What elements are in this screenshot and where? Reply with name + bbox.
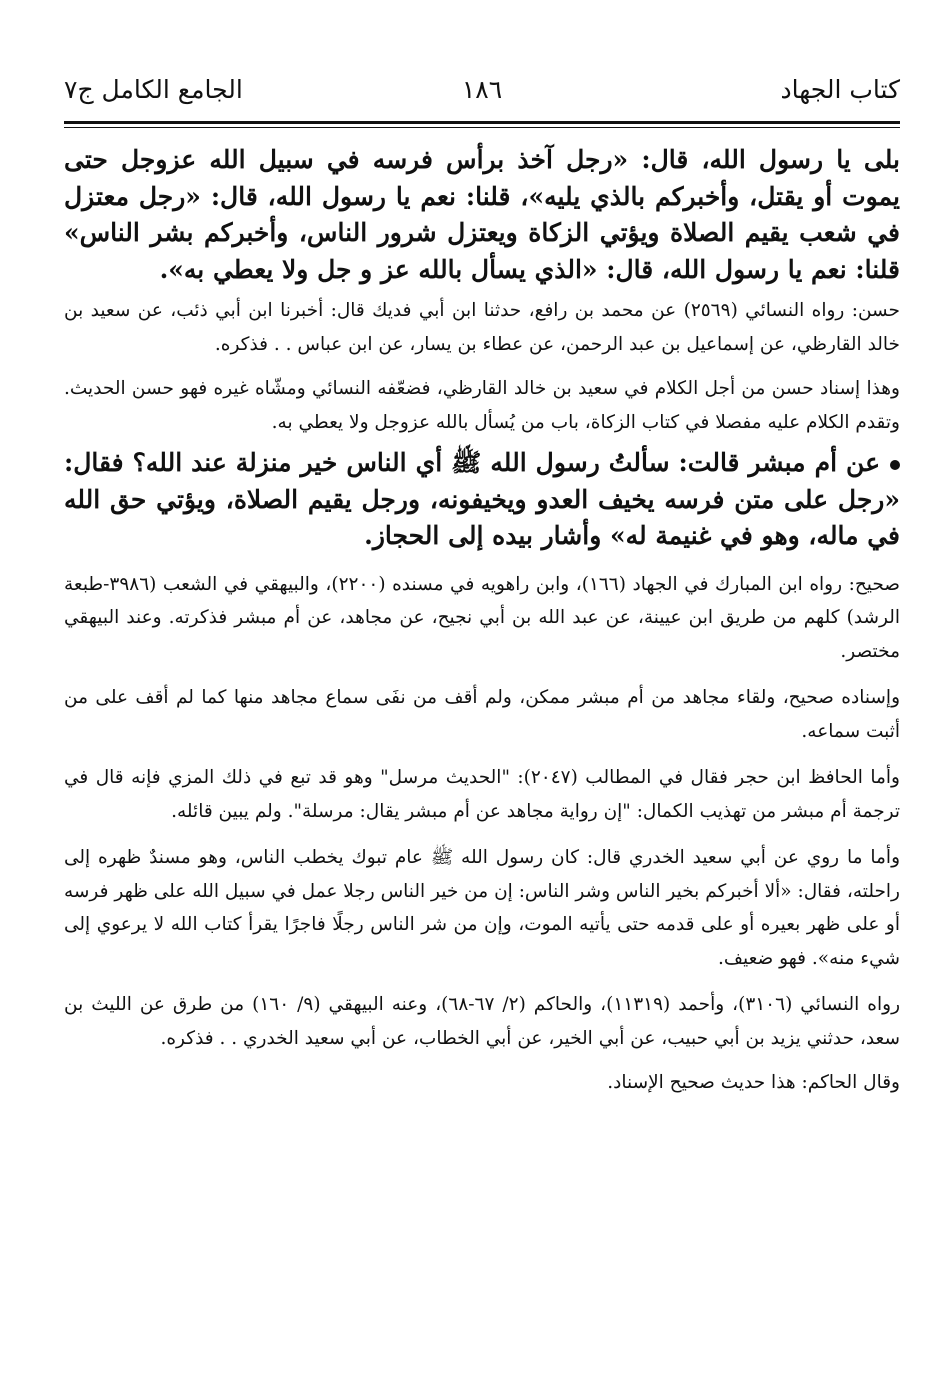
header-rule-thin — [64, 127, 900, 128]
paragraph-text: عن أم مبشر قالت: سألتُ رسول الله ﷺ أي الناس خير منزلة عند الله؟ فقال: «رجل على متن فرسه يخيف العدو ويخيفونه، ورجل يقيم الصلاة، ويؤتي حق الله في ماله، وهو في غنيمة له» وأشار بيده إلى الحجاز. — [64, 448, 900, 550]
takhrij-note — [64, 294, 900, 361]
commentary-note — [64, 761, 900, 828]
paragraph-text: رواه النسائي (٣١٠٦)، وأحمد (١١٣١٩)، والحاكم (٢/ ٦٧-٦٨)، وعنه البيهقي (٩/ ١٦٠) من طرق عن الليث بن سعد، حدثني يزيد بن أبي حبيب، عن أبي الخير، عن أبي الخطاب، عن أبي سعيد الخدري . . فذكره. — [64, 994, 900, 1049]
paragraph-text: وهذا إسناد حسن من أجل الكلام في سعيد بن خالد القارظي، فضعّفه النسائي ومشّاه غيره فهو حسن الحديث. وتقدم الكلام عليه مفصلا في كتاب الزكاة، باب من يُسأل بالله عزوجل ولا يعطي به. — [64, 378, 900, 433]
paragraph-text: صحيح: رواه ابن المبارك في الجهاد (١٦٦)، وابن راهويه في مسنده (٢٢٠٠)، والبيهقي في الشعب (٣٩٨٦-طبعة الرشد) كلهم من طريق ابن عيينة، عن عبد الله بن أبي نجيح، عن مجاهد، عن أم مبشر فذكرته. وعند البيهقي مختصر. — [64, 573, 901, 662]
header-rule-thick — [64, 121, 900, 124]
bullet-icon — [890, 460, 900, 470]
volume-title: الجامع الكامل ج٧ — [64, 75, 243, 104]
paragraph-text: وأما الحافظ ابن حجر فقال في المطالب (٢٠٤٧): "الحديث مرسل" وهو قد تبع في ذلك المزي فإنه قال في ترجمة أم مبشر من تهذيب الكمال: "إن رواية مجاهد عن أم مبشر يقال: مرسلة". ولم يبين قائله. — [64, 767, 900, 822]
paragraph-text: بلى يا رسول الله، قال: «رجل آخذ برأس فرسه في سبيل الله عزوجل حتى يموت أو يقتل، وأخبركم بالذي يليه»، قلنا: نعم يا رسول الله، قال: «رجل معتزل في شعب يقيم الصلاة ويؤتي الزكاة ويعتزل شرور الناس، وأخبركم بشر الناس» قلنا: نعم يا رسول الله، قال: «الذي يسأل بالله عز و جل ولا يعطي به». — [64, 145, 900, 284]
paragraph-text: حسن: رواه النسائي (٢٥٦٩) عن محمد بن رافع، حدثنا ابن أبي فديك قال: أخبرنا ابن أبي ذئب، عن سعيد بن خالد القارظي، عن إسماعيل بن عبد الرحمن، عن عطاء بن يسار، عن ابن عباس . . فذكره. — [64, 300, 900, 355]
hadith-text — [64, 445, 900, 555]
hakim-note — [64, 1066, 900, 1100]
book-page — [64, 0, 900, 1386]
hadith-continuation — [64, 142, 900, 288]
isnad-note — [64, 681, 900, 748]
isnad-note — [64, 372, 900, 439]
takhrij-note — [64, 988, 900, 1055]
paragraph-text: وأما ما روي عن أبي سعيد الخدري قال: كان رسول الله ﷺ عام تبوك يخطب الناس، وهو مسندٌ ظهره إلى راحلته، فقال: «ألا أخبركم بخير الناس وشر الناس: إن من خير الناس رجلا عمل في سبيل الله على ظهر فرسه أو على ظهر بعيره أو على قدمه حتى يأتيه الموت، وإن من شر الناس رجلًا فاجرًا يقرأ كتاب الله لا يرعوي إلى شيء منه». فهو ضعيف. — [64, 847, 900, 969]
paragraph-text: وقال الحاكم: هذا حديث صحيح الإسناد. — [607, 1072, 900, 1093]
page-number: ١٨٦ — [461, 75, 503, 104]
takhrij-note — [64, 568, 900, 669]
weak-hadith-note — [64, 841, 900, 975]
page-header — [64, 68, 900, 112]
book-title: كتاب الجهاد — [780, 75, 900, 104]
paragraph-text: وإسناده صحيح، ولقاء مجاهد من أم مبشر ممكن، ولم أقف من نفَى سماع مجاهد منها كما لم أقف على من أثبت سماعه. — [64, 687, 900, 742]
page-body — [64, 142, 900, 1100]
